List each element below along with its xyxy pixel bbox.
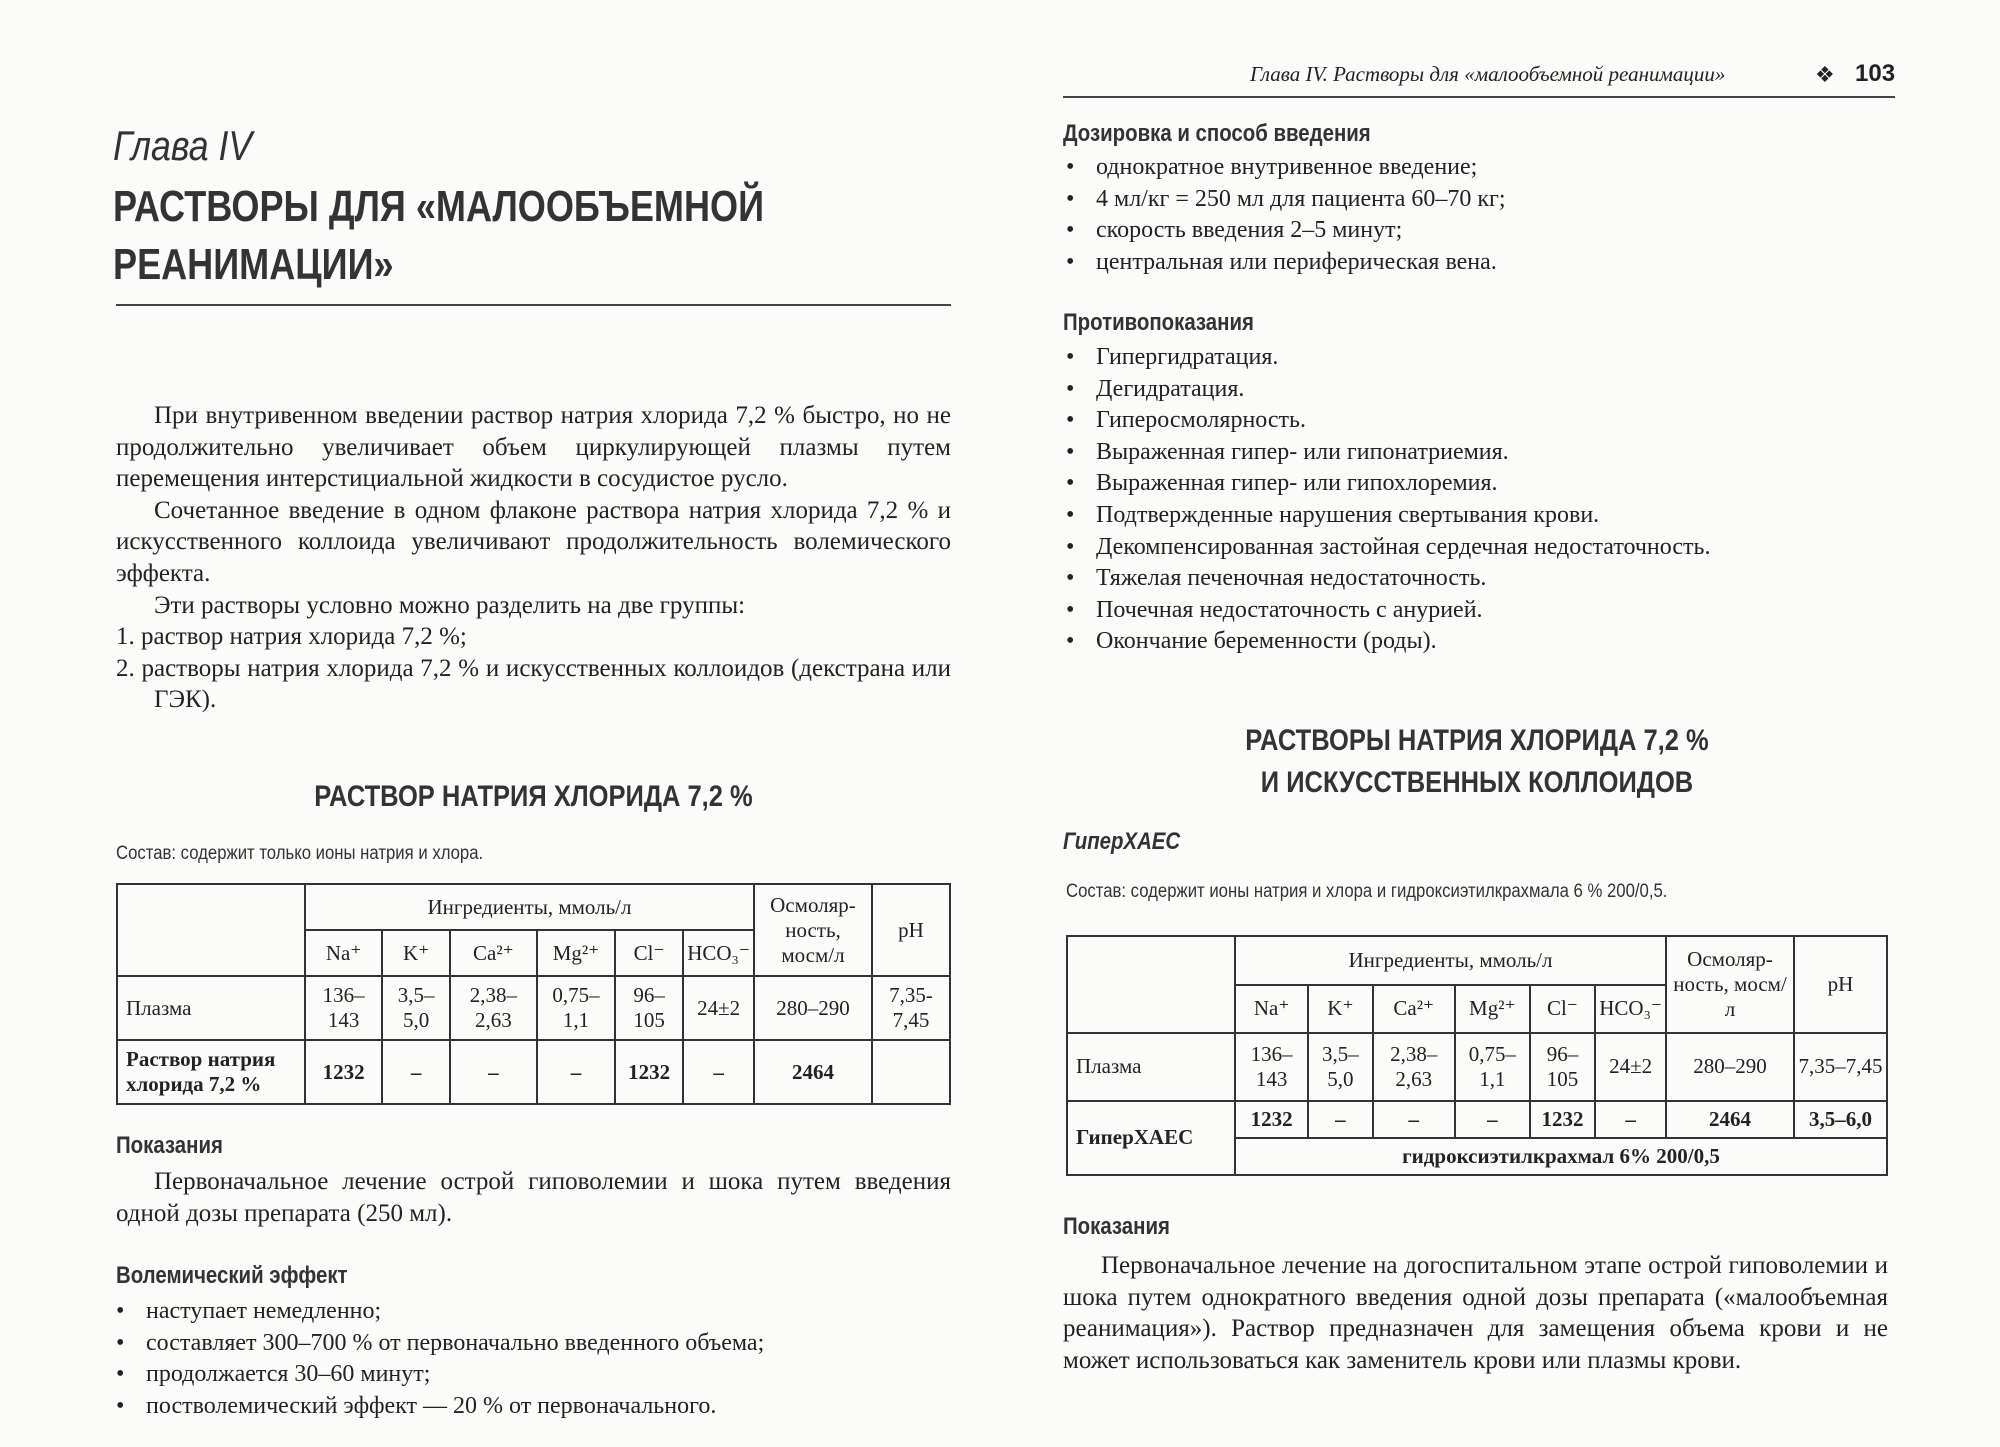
ion-header: Cl⁻ <box>615 930 683 976</box>
osmolarity-header: Осмоляр-ность, мосм/л <box>754 884 872 976</box>
cell: 3,5–6,0 <box>1794 1101 1887 1138</box>
list-item: • Почечная недостаточность с анурией. <box>1066 595 1896 627</box>
chapter-title-line: РЕАНИМАЦИИ» <box>113 240 394 289</box>
contraindications-list <box>1066 342 1896 658</box>
cell: – <box>1308 1101 1372 1138</box>
table-row <box>117 1040 950 1104</box>
list-item: • Декомпенсированная застойная сердечная недостаточность. <box>1066 532 1896 564</box>
cell: 136–143 <box>1235 1033 1308 1100</box>
list-item: • Дегидратация. <box>1066 374 1896 406</box>
cell: 96–105 <box>1530 1033 1596 1100</box>
ion-header: Ca²⁺ <box>450 930 537 976</box>
ion-header: Cl⁻ <box>1530 985 1596 1034</box>
composition-note: Состав: содержит только ионы натрия и хлора. <box>116 843 484 864</box>
colloid-note-cell: гидроксиэтилкрахмал 6% 200/0,5 <box>1235 1138 1887 1175</box>
list-item: • Гипергидратация. <box>1066 342 1896 374</box>
empty-header-cell <box>1067 936 1235 1033</box>
list-item: • Выраженная гипер- или гипохлоремия. <box>1066 468 1896 500</box>
title-rule <box>116 304 951 306</box>
paragraph: Первоначальное лечение на догоспитальном этапе острой гиповолемии и шока путем однократного введения одной дозы препарата («малообъемная реанимация»). Раствор предназначен для замещения объема крови и не может использоваться как заменитель крови или плазмы крови. <box>1063 1252 1888 1374</box>
dosage-heading: Дозировка и способ введения <box>1063 120 1371 147</box>
ion-header: Mg²⁺ <box>537 930 615 976</box>
cell: – <box>537 1040 615 1104</box>
cell: – <box>683 1040 754 1104</box>
indications-text <box>116 1166 951 1229</box>
ph-header: pH <box>872 884 950 976</box>
ornament-icon: ❖ <box>1815 62 1835 87</box>
ingredients-header: Ингредиенты, ммоль/л <box>305 884 754 930</box>
intro-text <box>116 400 951 716</box>
composition-note: Состав: содержит ионы натрия и хлора и гидроксиэтилкрахмала 6 % 200/0,5. <box>1066 881 1668 902</box>
cell <box>872 1040 950 1104</box>
list-item: • постволемический эффект — 20 % от первоначального. <box>116 1391 951 1423</box>
cell: 0,75–1,1 <box>537 976 615 1040</box>
cell: 3,5–5,0 <box>1308 1033 1372 1100</box>
list-item: • центральная или периферическая вена. <box>1066 247 1886 279</box>
cell: 24±2 <box>683 976 754 1040</box>
ion-header: HCO₃⁻ <box>1595 985 1666 1034</box>
chapter-title <box>113 178 764 294</box>
paragraph: Эти растворы условно можно разделить на две группы: <box>154 591 746 619</box>
paragraph: При внутривенном введении раствор натрия хлорида 7,2 % быстро, но не продолжительно увеличивает объем циркулирующей плазмы путем перемещения интерстициальной жидкости в сосудистое русло. <box>116 402 951 493</box>
row-label: Плазма <box>117 976 305 1040</box>
cell: 1232 <box>1530 1101 1596 1138</box>
ion-header: K⁺ <box>382 930 450 976</box>
chapter-title-line: РАСТВОРЫ ДЛЯ «МАЛООБЪЕМНОЙ <box>113 182 765 231</box>
cell: 7,35–7,45 <box>1794 1033 1887 1100</box>
cell: 7,35-7,45 <box>872 976 950 1040</box>
paragraph: Сочетанное введение в одном флаконе раствора натрия хлорида 7,2 % и искусственного коллоида увеличивают продолжительность волемического эффекта. <box>116 496 951 587</box>
ph-header: pH <box>1794 936 1887 1033</box>
cell: 2464 <box>1666 1101 1794 1138</box>
product-heading: ГиперХАЕС <box>1063 828 1181 855</box>
empty-header-cell <box>117 884 305 976</box>
cell: 96–105 <box>615 976 683 1040</box>
cell: 1232 <box>1235 1101 1308 1138</box>
row-label: Раствор натрия хлорида 7,2 % <box>117 1040 305 1104</box>
contraindications-heading: Противопоказания <box>1063 309 1254 336</box>
cell: 3,5–5,0 <box>382 976 450 1040</box>
cell: 1232 <box>305 1040 382 1104</box>
section-title: РАСТВОР НАТРИЯ ХЛОРИДА 7,2 % <box>314 780 753 813</box>
group-item: 1. раствор натрия хлорида 7,2 %; <box>116 623 467 651</box>
dosage-list <box>1066 152 1886 278</box>
list-item: • Выраженная гипер- или гипонатриемия. <box>1066 437 1896 469</box>
list-item: • Окончание беременности (роды). <box>1066 626 1896 658</box>
ion-header: Na⁺ <box>1235 985 1308 1034</box>
running-head: Глава IV. Растворы для «малообъемной реанимации» <box>1250 62 1726 86</box>
composition-table-1 <box>116 883 951 1105</box>
ingredients-header: Ингредиенты, ммоль/л <box>1235 936 1666 985</box>
list-item: • Подтвержденные нарушения свертывания крови. <box>1066 500 1896 532</box>
ion-header: Mg²⁺ <box>1455 985 1530 1034</box>
table-row <box>1067 1033 1887 1100</box>
cell: 136–143 <box>305 976 382 1040</box>
indications-text <box>1063 1250 1888 1376</box>
cell: 280–290 <box>1666 1033 1794 1100</box>
cell: – <box>1455 1101 1530 1138</box>
list-item: • Тяжелая печеночная недостаточность. <box>1066 563 1896 595</box>
section-title-2 <box>1128 720 1827 804</box>
list-item: • наступает немедленно; <box>116 1296 951 1328</box>
osmolarity-header: Осмоляр-ность, мосм/л <box>1666 936 1794 1033</box>
ion-header: Na⁺ <box>305 930 382 976</box>
list-item: • 4 мл/кг = 250 мл для пациента 60–70 кг; <box>1066 184 1886 216</box>
volemic-effect-list <box>116 1296 951 1422</box>
chapter-label: Глава IV <box>113 122 253 169</box>
cell: – <box>382 1040 450 1104</box>
section-title-line: РАСТВОРЫ НАТРИЯ ХЛОРИДА 7,2 % <box>1245 724 1709 757</box>
list-item: • однократное внутривенное введение; <box>1066 152 1886 184</box>
cell: – <box>1595 1101 1666 1138</box>
group-item: 2. растворы натрия хлорида 7,2 % и искусственных коллоидов (декстрана или ГЭК). <box>116 654 951 714</box>
page-number: 103 <box>1855 60 1896 87</box>
cell: 0,75–1,1 <box>1455 1033 1530 1100</box>
composition-table-2 <box>1066 935 1888 1176</box>
indications-heading: Показания <box>116 1132 223 1159</box>
list-item: • скорость введения 2–5 минут; <box>1066 215 1886 247</box>
volemic-effect-heading: Волемический эффект <box>116 1262 348 1289</box>
table-row <box>1067 1101 1887 1138</box>
ion-header: Ca²⁺ <box>1373 985 1455 1034</box>
row-label: Плазма <box>1067 1033 1235 1100</box>
cell: 1232 <box>615 1040 683 1104</box>
paragraph: Первоначальное лечение острой гиповолемии и шока путем введения одной дозы препарата (250 мл). <box>116 1168 951 1227</box>
cell: 2,38–2,63 <box>1373 1033 1455 1100</box>
header-rule <box>1063 96 1895 98</box>
ion-header: K⁺ <box>1308 985 1372 1034</box>
cell: 280–290 <box>754 976 872 1040</box>
row-label: ГиперХАЕС <box>1067 1101 1235 1175</box>
cell: 2,38–2,63 <box>450 976 537 1040</box>
ion-header: HCO₃⁻ <box>683 930 754 976</box>
section-title-line: И ИСКУССТВЕННЫХ КОЛЛОИДОВ <box>1260 766 1694 799</box>
cell: 24±2 <box>1595 1033 1666 1100</box>
list-item: • Гиперосмолярность. <box>1066 405 1896 437</box>
indications-heading: Показания <box>1063 1213 1170 1240</box>
cell: – <box>450 1040 537 1104</box>
list-item: • продолжается 30–60 минут; <box>116 1359 951 1391</box>
cell: 2464 <box>754 1040 872 1104</box>
table-row <box>117 976 950 1040</box>
cell: – <box>1373 1101 1455 1138</box>
list-item: • составляет 300–700 % от первоначально введенного объема; <box>116 1328 951 1360</box>
